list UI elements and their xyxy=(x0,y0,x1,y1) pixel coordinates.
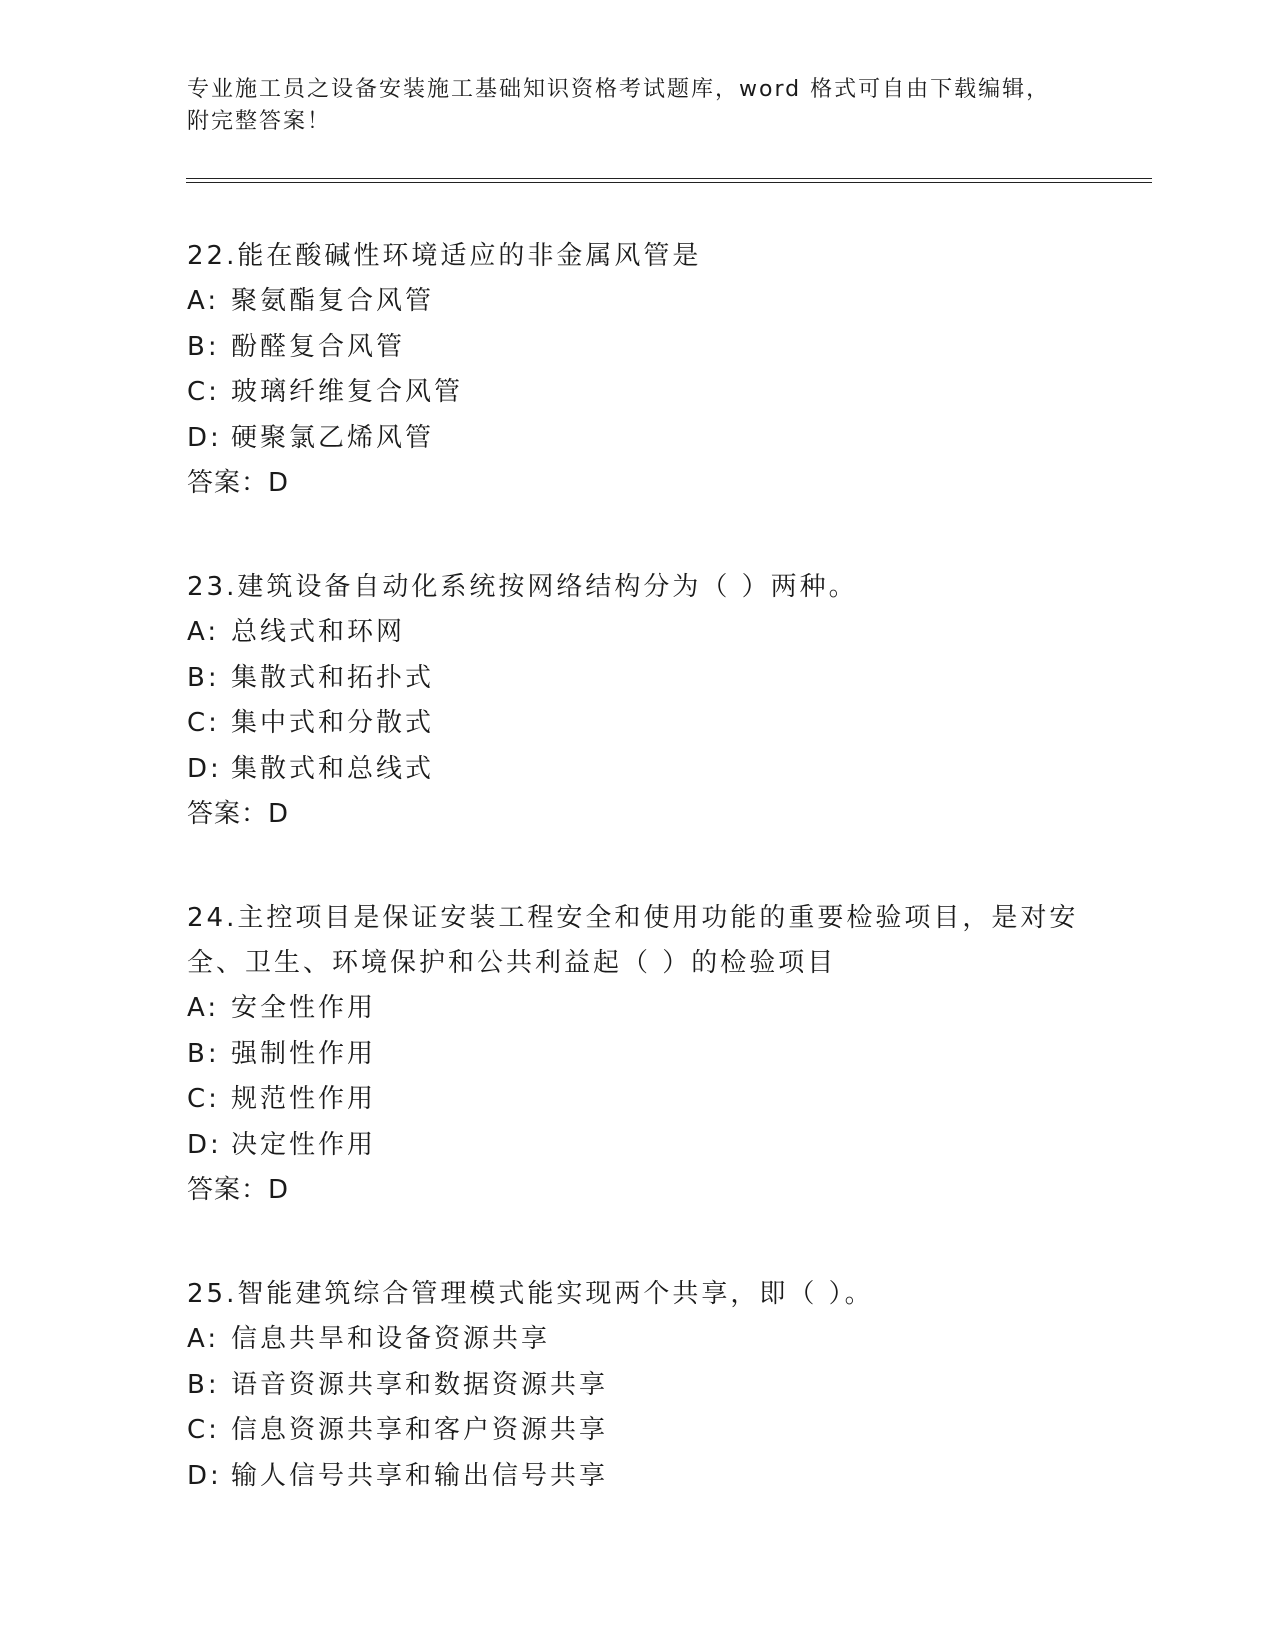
question-stem: 24.主控项目是保证安装工程安全和使用功能的重要检验项目，是对安全、卫生、环境保护和公共利益起（ ）的检验项目 xyxy=(187,903,1079,978)
option-d xyxy=(187,1454,1087,1500)
option-letter: D: xyxy=(187,422,222,453)
option-b xyxy=(187,325,1087,371)
question-25 xyxy=(187,1272,1087,1499)
answer-line: 答案：D xyxy=(187,799,290,829)
option-letter: C: xyxy=(187,377,220,407)
header-line-2: 附完整答案！ xyxy=(187,109,332,134)
option-c xyxy=(187,370,1087,416)
option-letter: A: xyxy=(187,1324,220,1354)
question-stem: 23.建筑设备自动化系统按网络结构分为（ ）两种。 xyxy=(187,572,858,602)
option-a xyxy=(187,986,1087,1032)
option-letter: C: xyxy=(187,1415,220,1445)
option-letter: C: xyxy=(187,708,220,738)
option-d xyxy=(187,747,1087,793)
option-b xyxy=(187,1363,1087,1409)
option-c xyxy=(187,701,1087,747)
option-text: 硬聚氯乙烯风管 xyxy=(231,422,435,453)
option-text: 决定性作用 xyxy=(231,1129,377,1160)
option-text: 集散式和拓扑式 xyxy=(231,662,435,693)
question-list xyxy=(187,234,1087,1558)
option-text: 玻璃纤维复合风管 xyxy=(231,377,464,407)
option-text: 集散式和总线式 xyxy=(231,753,435,784)
option-letter: A: xyxy=(187,617,220,647)
option-text: 酚醛复合风管 xyxy=(231,331,406,362)
option-letter: D: xyxy=(187,1460,222,1491)
option-letter: C: xyxy=(187,1084,220,1114)
option-text: 输人信号共享和输出信号共享 xyxy=(231,1460,609,1491)
option-c xyxy=(187,1077,1087,1123)
option-b xyxy=(187,1032,1087,1078)
header-divider-bottom xyxy=(186,182,1152,183)
option-letter: B: xyxy=(187,331,220,362)
option-letter: B: xyxy=(187,1369,220,1400)
question-24 xyxy=(187,896,1087,1213)
option-text: 强制性作用 xyxy=(231,1038,377,1069)
header-line-1: 专业施工员之设备安装施工基础知识资格考试题库，word 格式可自由下载编辑， xyxy=(187,77,1051,102)
option-a xyxy=(187,1317,1087,1363)
option-letter: B: xyxy=(187,662,220,693)
answer-line: 答案：D xyxy=(187,1175,290,1205)
option-d xyxy=(187,1123,1087,1169)
option-text: 信息共旱和设备资源共享 xyxy=(231,1324,551,1354)
document-header xyxy=(187,74,1087,138)
header-divider-top xyxy=(186,178,1152,179)
option-letter: A: xyxy=(187,993,220,1023)
option-letter: D: xyxy=(187,753,222,784)
option-text: 信息资源共享和客户资源共享 xyxy=(231,1415,609,1445)
option-d xyxy=(187,416,1087,462)
option-c xyxy=(187,1408,1087,1454)
answer-line: 答案：D xyxy=(187,468,290,498)
option-letter: D: xyxy=(187,1129,222,1160)
option-a xyxy=(187,279,1087,325)
option-text: 语音资源共享和数据资源共享 xyxy=(231,1369,609,1400)
option-text: 安全性作用 xyxy=(231,993,377,1023)
option-text: 聚氨酯复合风管 xyxy=(231,286,435,316)
question-stem: 25.智能建筑综合管理模式能实现两个共享，即（ ）。 xyxy=(187,1279,874,1309)
option-a xyxy=(187,610,1087,656)
option-text: 规范性作用 xyxy=(231,1084,377,1114)
question-stem: 22.能在酸碱性环境适应的非金属风管是 xyxy=(187,241,702,271)
question-22 xyxy=(187,234,1087,506)
option-letter: B: xyxy=(187,1038,220,1069)
option-text: 总线式和环网 xyxy=(231,617,406,647)
option-b xyxy=(187,656,1087,702)
question-23 xyxy=(187,565,1087,837)
option-text: 集中式和分散式 xyxy=(231,708,435,738)
option-letter: A: xyxy=(187,286,220,316)
